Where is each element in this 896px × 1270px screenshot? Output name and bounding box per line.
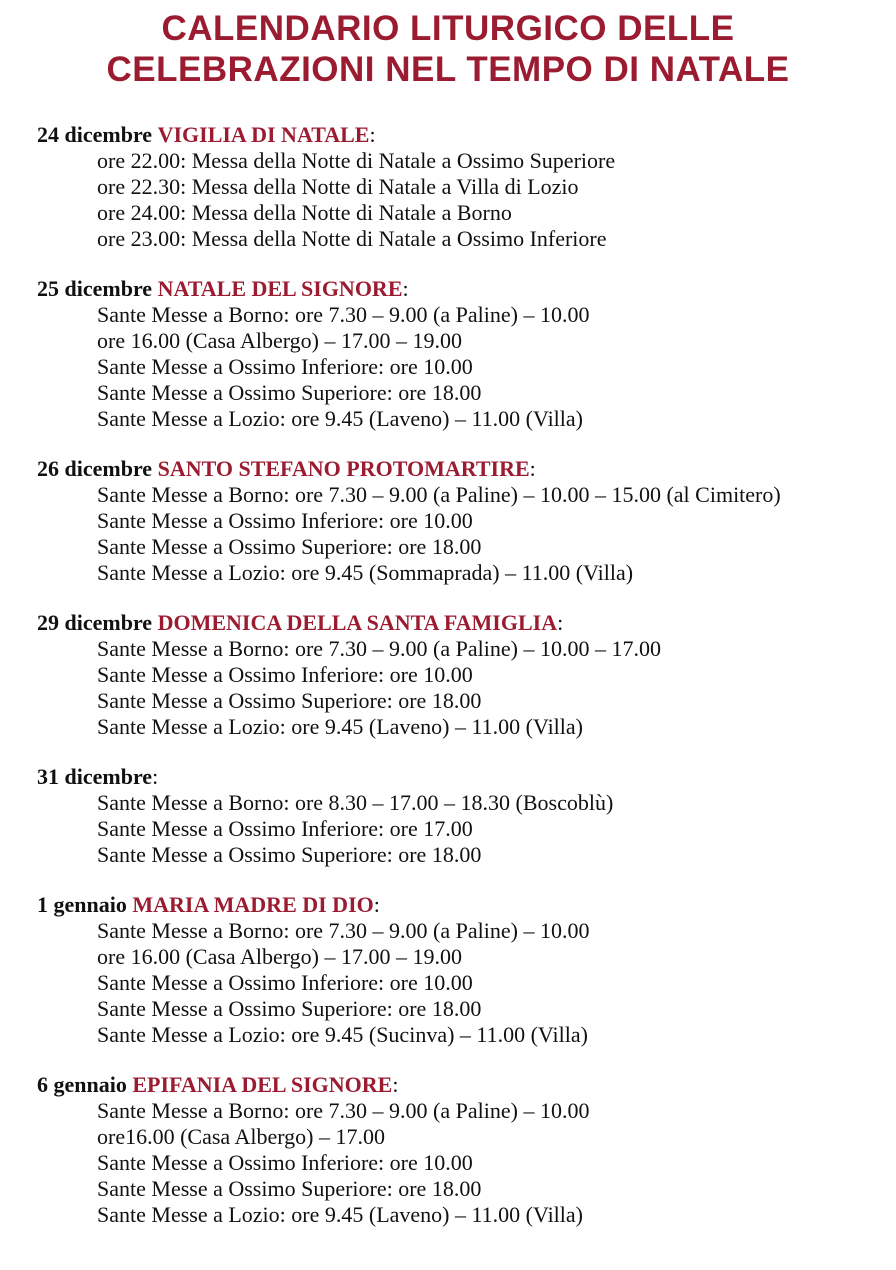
day-date: 6 gennaio — [37, 1072, 127, 1097]
mass-schedule-line: Sante Messe a Lozio: ore 9.45 (Sommaprada) – 11.00 (Villa) — [97, 560, 634, 585]
mass-schedule-line: Sante Messe a Borno: ore 7.30 – 9.00 (a Paline) – 10.00 — [97, 918, 590, 943]
day-heading — [37, 764, 886, 790]
day-heading — [37, 610, 886, 636]
page-title — [0, 0, 896, 90]
mass-schedule-line: Sante Messe a Ossimo Inferiore: ore 10.00 — [97, 1150, 473, 1175]
mass-schedule-line: Sante Messe a Lozio: ore 9.45 (Laveno) – 11.00 (Villa) — [97, 714, 583, 739]
mass-schedule-line: Sante Messe a Ossimo Superiore: ore 18.00 — [97, 1176, 482, 1201]
mass-schedule-line: Sante Messe a Borno: ore 7.30 – 9.00 (a Paline) – 10.00 — [97, 302, 590, 327]
mass-schedule-list — [37, 302, 886, 432]
day-heading-colon: : — [392, 1072, 399, 1097]
calendar-day — [37, 892, 886, 1048]
mass-schedule-line: Sante Messe a Ossimo Inferiore: ore 10.00 — [97, 970, 473, 995]
mass-schedule-list — [37, 636, 886, 740]
mass-schedule-line: Sante Messe a Ossimo Superiore: ore 18.00 — [97, 688, 482, 713]
day-feast-name: DOMENICA DELLA SANTA FAMIGLIA — [157, 610, 558, 635]
mass-schedule-line: Sante Messe a Ossimo Inferiore: ore 10.00 — [97, 662, 473, 687]
mass-schedule-line: Sante Messe a Ossimo Inferiore: ore 17.00 — [97, 816, 473, 841]
liturgical-calendar — [37, 122, 886, 1252]
page-title-line-1: CALENDARIO LITURGICO DELLE — [161, 9, 735, 48]
mass-schedule-list — [37, 1098, 886, 1228]
mass-schedule-line: Sante Messe a Lozio: ore 9.45 (Laveno) – 11.00 (Villa) — [97, 1202, 583, 1227]
mass-schedule-line: Sante Messe a Borno: ore 7.30 – 9.00 (a Paline) – 10.00 — [97, 1098, 590, 1123]
day-heading-colon: : — [529, 456, 536, 481]
mass-schedule-line: ore 22.00: Messa della Notte di Natale a Ossimo Superiore — [97, 148, 616, 173]
calendar-day — [37, 122, 886, 252]
mass-schedule-line: Sante Messe a Borno: ore 8.30 – 17.00 – 18.30 (Boscoblù) — [97, 790, 614, 815]
mass-schedule-line: Sante Messe a Ossimo Superiore: ore 18.00 — [97, 996, 482, 1021]
mass-schedule-line: ore16.00 (Casa Albergo) – 17.00 — [97, 1124, 385, 1149]
day-heading — [37, 456, 886, 482]
day-heading-colon: : — [402, 276, 409, 301]
mass-schedule-line: Sante Messe a Ossimo Inferiore: ore 10.00 — [97, 354, 473, 379]
page-title-line-2: CELEBRAZIONI NEL TEMPO DI NATALE — [106, 50, 790, 89]
day-heading — [37, 1072, 886, 1098]
day-heading-colon: : — [369, 122, 376, 147]
mass-schedule-list — [37, 790, 886, 868]
mass-schedule-list — [37, 482, 886, 586]
day-date: 24 dicembre — [37, 122, 153, 147]
mass-schedule-line: Sante Messe a Lozio: ore 9.45 (Laveno) – 11.00 (Villa) — [97, 406, 583, 431]
mass-schedule-line: Sante Messe a Borno: ore 7.30 – 9.00 (a Paline) – 10.00 – 17.00 — [97, 636, 661, 661]
mass-schedule-line: Sante Messe a Borno: ore 7.30 – 9.00 (a Paline) – 10.00 – 15.00 (al Cimitero) — [97, 482, 781, 507]
mass-schedule-line: Sante Messe a Ossimo Superiore: ore 18.00 — [97, 534, 482, 559]
day-heading — [37, 892, 886, 918]
day-feast-name: VIGILIA DI NATALE — [157, 122, 370, 147]
mass-schedule-list — [37, 148, 886, 252]
day-heading-colon: : — [557, 610, 564, 635]
mass-schedule-line: ore 16.00 (Casa Albergo) – 17.00 – 19.00 — [97, 944, 462, 969]
mass-schedule-line: ore 16.00 (Casa Albergo) – 17.00 – 19.00 — [97, 328, 462, 353]
day-feast-name: SANTO STEFANO PROTOMARTIRE — [157, 456, 530, 481]
day-date: 29 dicembre — [37, 610, 153, 635]
day-feast-name: EPIFANIA DEL SIGNORE — [132, 1072, 393, 1097]
day-heading-colon: : — [152, 764, 159, 789]
mass-schedule-line: Sante Messe a Ossimo Superiore: ore 18.00 — [97, 380, 482, 405]
day-feast-name: MARIA MADRE DI DIO — [132, 892, 374, 917]
calendar-day — [37, 610, 886, 740]
mass-schedule-line: ore 23.00: Messa della Notte di Natale a Ossimo Inferiore — [97, 226, 607, 251]
calendar-day — [37, 276, 886, 432]
day-date: 31 dicembre — [37, 764, 153, 789]
mass-schedule-line: Sante Messe a Ossimo Inferiore: ore 10.00 — [97, 508, 473, 533]
calendar-day — [37, 456, 886, 586]
calendar-day — [37, 764, 886, 868]
day-feast-name: NATALE DEL SIGNORE — [157, 276, 403, 301]
mass-schedule-line: ore 22.30: Messa della Notte di Natale a Villa di Lozio — [97, 174, 579, 199]
day-heading-colon: : — [373, 892, 380, 917]
mass-schedule-line: Sante Messe a Ossimo Superiore: ore 18.00 — [97, 842, 482, 867]
mass-schedule-line: ore 24.00: Messa della Notte di Natale a Borno — [97, 200, 512, 225]
day-date: 1 gennaio — [37, 892, 127, 917]
day-heading — [37, 122, 886, 148]
day-heading — [37, 276, 886, 302]
day-date: 25 dicembre — [37, 276, 153, 301]
mass-schedule-line: Sante Messe a Lozio: ore 9.45 (Sucinva) – 11.00 (Villa) — [97, 1022, 588, 1047]
calendar-day — [37, 1072, 886, 1228]
mass-schedule-list — [37, 918, 886, 1048]
day-date: 26 dicembre — [37, 456, 153, 481]
